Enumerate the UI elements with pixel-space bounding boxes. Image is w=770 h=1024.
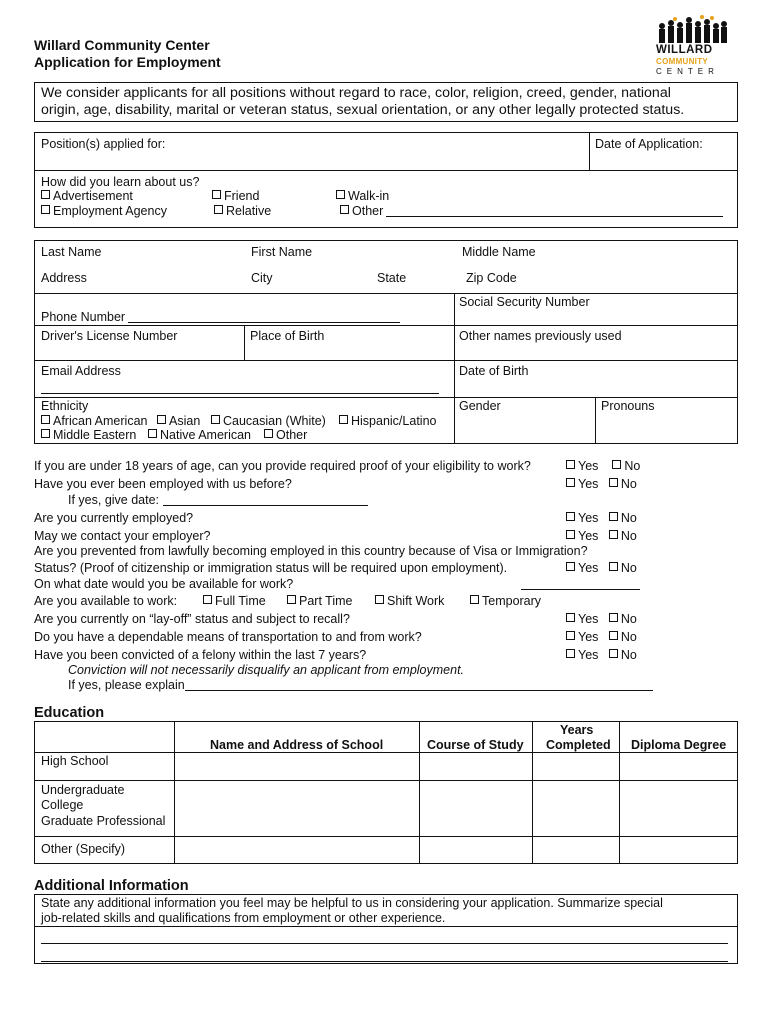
checkbox-icon[interactable] [211,415,220,424]
checkbox-icon[interactable] [340,205,349,214]
eeo-line-2: origin, age, disability, marital or veteran status, sexual orientation, or any other legally protected status. [41,102,685,118]
ssn-label: Social Security Number [459,295,590,309]
question-available-date: On what date would you be available for work? [34,577,294,591]
email-field[interactable] [41,393,439,394]
checkbox-icon[interactable] [609,512,618,521]
last-name-label: Last Name [41,245,102,259]
checkbox-icon[interactable] [212,190,221,199]
org-name: Willard Community Center [34,37,210,53]
checkbox-icon[interactable] [566,478,575,487]
source-friend[interactable]: Friend [212,189,259,203]
yes-no-currently-employed[interactable]: Yes No [566,511,637,525]
eth-hispanic[interactable]: Hispanic/Latino [339,414,436,428]
eth-middle-eastern[interactable]: Middle Eastern [41,428,136,442]
col-diploma: Diploma Degree [631,738,727,752]
checkbox-icon[interactable] [609,631,618,640]
checkbox-icon[interactable] [566,512,575,521]
checkbox-icon[interactable] [339,415,348,424]
question-visa: Are you prevented from lawfully becoming employed in this country because of Visa or Immigration? [34,544,588,558]
checkbox-icon[interactable] [609,649,618,658]
checkbox-icon[interactable] [566,649,575,658]
option-full-time[interactable]: Full Time [203,594,266,608]
yes-no-contact-employer[interactable]: Yes No [566,529,637,543]
checkbox-icon[interactable] [609,478,618,487]
source-agency[interactable]: Employment Agency [41,204,167,218]
zip-label: Zip Code [466,271,517,285]
checkbox-icon[interactable] [566,460,575,469]
explain-label: If yes, please explain [68,678,653,692]
question-layoff: Are you currently on “lay-off” status and subject to recall? [34,612,350,626]
source-other[interactable]: Other [340,204,723,218]
available-date-field[interactable] [521,589,640,590]
other-source-field[interactable] [386,204,723,217]
row-high-school: High School [41,754,109,768]
checkbox-icon[interactable] [612,460,621,469]
email-label: Email Address [41,364,121,378]
option-shift-work[interactable]: Shift Work [375,594,444,608]
explain-field[interactable] [185,678,653,691]
checkbox-icon[interactable] [214,205,223,214]
eth-african-american[interactable]: African American [41,414,147,428]
dob-label: Date of Birth [459,364,529,378]
question-visa-status: Status? (Proof of citizenship or immigration status will be required upon employment). [34,561,508,575]
source-question: How did you learn about us? [41,175,200,189]
checkbox-icon[interactable] [41,190,50,199]
logo-word-2: COMMUNITY [656,57,709,66]
date-of-application-label: Date of Application: [595,137,703,151]
yes-no-visa[interactable]: Yes No [566,561,637,575]
checkbox-icon[interactable] [41,429,50,438]
col-course: Course of Study [427,738,524,752]
question-felony: Have you been convicted of a felony within the last 7 years? [34,648,367,662]
logo-word-3: CENTER [656,67,719,76]
yes-no-layoff[interactable]: Yes No [566,612,637,626]
source-advertisement[interactable]: Advertisement [41,189,133,203]
checkbox-icon[interactable] [41,205,50,214]
first-name-label: First Name [251,245,313,259]
checkbox-icon[interactable] [264,429,273,438]
eth-caucasian[interactable]: Caucasian (White) [211,414,326,428]
checkbox-icon[interactable] [609,613,618,622]
prior-employment-date-field[interactable] [163,493,368,506]
additional-line-2: job-related skills and qualifications from employment or other experience. [41,911,446,925]
col-years: Years [560,723,594,737]
middle-name-label: Middle Name [462,245,536,259]
crowd-silhouette-icon [654,14,730,44]
additional-line-1: State any additional information you feel may be helpful to us in considering your application. Summarize special [41,896,663,910]
checkbox-icon[interactable] [41,415,50,424]
option-part-time[interactable]: Part Time [287,594,353,608]
source-walkin[interactable]: Walk-in [336,189,389,203]
city-label: City [251,271,273,285]
conviction-note: Conviction will not necessarily disqualify an applicant from employment. [68,663,465,677]
source-relative[interactable]: Relative [214,204,271,218]
question-available-to-work: Are you available to work: [34,594,178,608]
position-label: Position(s) applied for: [41,137,166,151]
row-other: Other (Specify) [41,842,126,856]
option-temporary[interactable]: Temporary [470,594,541,608]
checkbox-icon[interactable] [566,631,575,640]
additional-field-line-2[interactable] [41,961,728,962]
yes-no-transportation[interactable]: Yes No [566,630,637,644]
checkbox-icon[interactable] [566,613,575,622]
state-label: State [377,271,407,285]
checkbox-icon[interactable] [336,190,345,199]
additional-heading: Additional Information [34,878,189,894]
willard-logo [654,14,730,80]
checkbox-icon[interactable] [566,530,575,539]
checkbox-icon[interactable] [609,530,618,539]
address-label: Address [41,271,87,285]
birthplace-label: Place of Birth [250,329,325,343]
checkbox-icon[interactable] [157,415,166,424]
question-transportation: Do you have a dependable means of transportation to and from work? [34,630,422,644]
yes-no-felony[interactable]: Yes No [566,648,637,662]
checkbox-icon[interactable] [470,595,479,604]
question-employed-before: Have you ever been employed with us before? [34,477,292,491]
logo-word-1: WILLARD [656,44,713,56]
col-school: Name and Address of School [210,738,384,752]
row-undergraduate: Undergraduate [41,783,125,797]
education-heading: Education [34,705,105,721]
col-completed: Completed [546,738,611,752]
checkbox-icon[interactable] [375,595,384,604]
license-label: Driver's License Number [41,329,178,343]
phone-field[interactable] [128,310,400,323]
checkbox-icon[interactable] [566,562,575,571]
checkbox-icon[interactable] [287,595,296,604]
row-graduate: Graduate Professional [41,814,166,828]
row-college: College [41,798,84,812]
question-currently-employed: Are you currently employed? [34,511,194,525]
pronouns-label: Pronouns [601,399,655,413]
eth-asian[interactable]: Asian [157,414,200,428]
checkbox-icon[interactable] [148,429,157,438]
ethnicity-label: Ethnicity [41,399,89,413]
eth-other[interactable]: Other [264,428,307,442]
gender-label: Gender [459,399,501,413]
question-under-18: If you are under 18 years of age, can you provide required proof of your eligibility to work? [34,459,531,473]
phone-label: Phone Number [41,310,400,324]
question-give-date: If yes, give date: [68,493,368,507]
form-title: Application for Employment [34,54,221,70]
checkbox-icon[interactable] [203,595,212,604]
other-names-label: Other names previously used [459,329,622,343]
eth-native-american[interactable]: Native American [148,428,251,442]
additional-field-line-1[interactable] [41,943,728,944]
eeo-line-1: We consider applicants for all positions without regard to race, color, religion, creed, gender, national [41,85,671,101]
question-contact-employer: May we contact your employer? [34,529,211,543]
yes-no-employed-before[interactable]: Yes No [566,477,637,491]
checkbox-icon[interactable] [609,562,618,571]
yes-no-under-18[interactable]: Yes No [566,459,640,473]
